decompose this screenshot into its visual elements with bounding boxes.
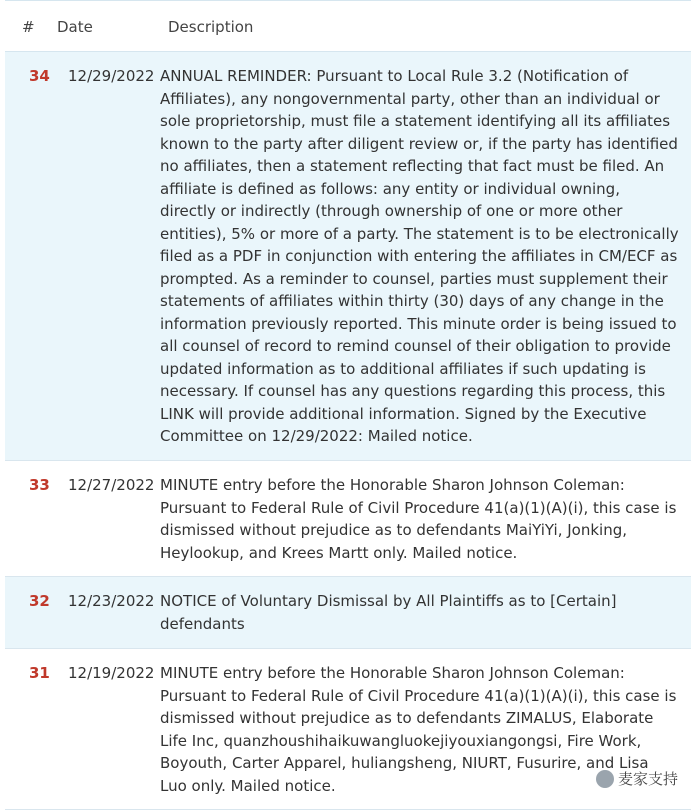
docket-row <box>5 577 691 649</box>
docket-row <box>5 52 691 461</box>
entry-description: MINUTE entry before the Honorable Sharon Johnson Coleman: Pursuant to Federal Rule of Civil Procedure 41(a)(1)(A)(i), this case is dismissed without prejudice as to defendants ZIMALUS, Elaborate Life Inc, quanzhoushihaikuwangluokejiyouxiangongsi, Fire Work, Boyouth, Carter Apparel, huliangsheng, NIURT, Fusurire, and Lisa Luo only. Mailed notice. <box>160 649 680 797</box>
entry-number[interactable]: 34 <box>29 67 50 85</box>
entry-number[interactable]: 33 <box>29 476 50 494</box>
watermark-text: 麦家支持 <box>618 768 678 789</box>
watermark <box>596 768 678 789</box>
docket-row <box>5 461 691 577</box>
entry-description: MINUTE entry before the Honorable Sharon Johnson Coleman: Pursuant to Federal Rule of Civil Procedure 41(a)(1)(A)(i), this case is dismissed without prejudice as to defendants MaiYiYi, Jonking, Heylookup, and Krees Martt only. Mailed notice. <box>160 461 680 564</box>
entry-date: 12/27/2022 <box>68 476 154 494</box>
header-number: # <box>22 18 35 36</box>
docket-row <box>5 649 691 810</box>
entry-number[interactable]: 31 <box>29 664 50 682</box>
entry-description: NOTICE of Voluntary Dismissal by All Plaintiffs as to [Certain] defendants <box>160 577 680 635</box>
entry-date: 12/29/2022 <box>68 67 154 85</box>
entry-description: ANNUAL REMINDER: Pursuant to Local Rule 3.2 (Notification of Affiliates), any nongovernmental party, other than an individual or sole proprietorship, must file a statement identifying all its affiliates known to the party after diligent review or, if the party has identified no affiliates, then a statement reflecting that fact must be filed. An affiliate is defined as follows: any entity or individual owning, directly or indirectly (through ownership of one or more other entities), 5% or more of a party. The statement is to be electronically filed as a PDF in conjunction with entering the affiliates in CM/ECF as prompted. As a reminder to counsel, parties must supplement their statements of affiliates within thirty (30) days of any change in the information previously reported. This minute order is being issued to all counsel of record to remind counsel of their obligation to provide updated information as to additional affiliates if such updating is necessary. If counsel has any questions regarding this process, this LINK will provide additional information. Signed by the Executive Committee on 12/29/2022: Mailed notice. <box>160 52 680 448</box>
docket-table <box>5 0 691 810</box>
entry-number[interactable]: 32 <box>29 592 50 610</box>
entry-date: 12/23/2022 <box>68 592 154 610</box>
table-header <box>5 1 691 52</box>
header-date: Date <box>57 18 93 36</box>
header-description: Description <box>168 18 253 36</box>
wechat-icon <box>596 770 614 788</box>
entry-date: 12/19/2022 <box>68 664 154 682</box>
